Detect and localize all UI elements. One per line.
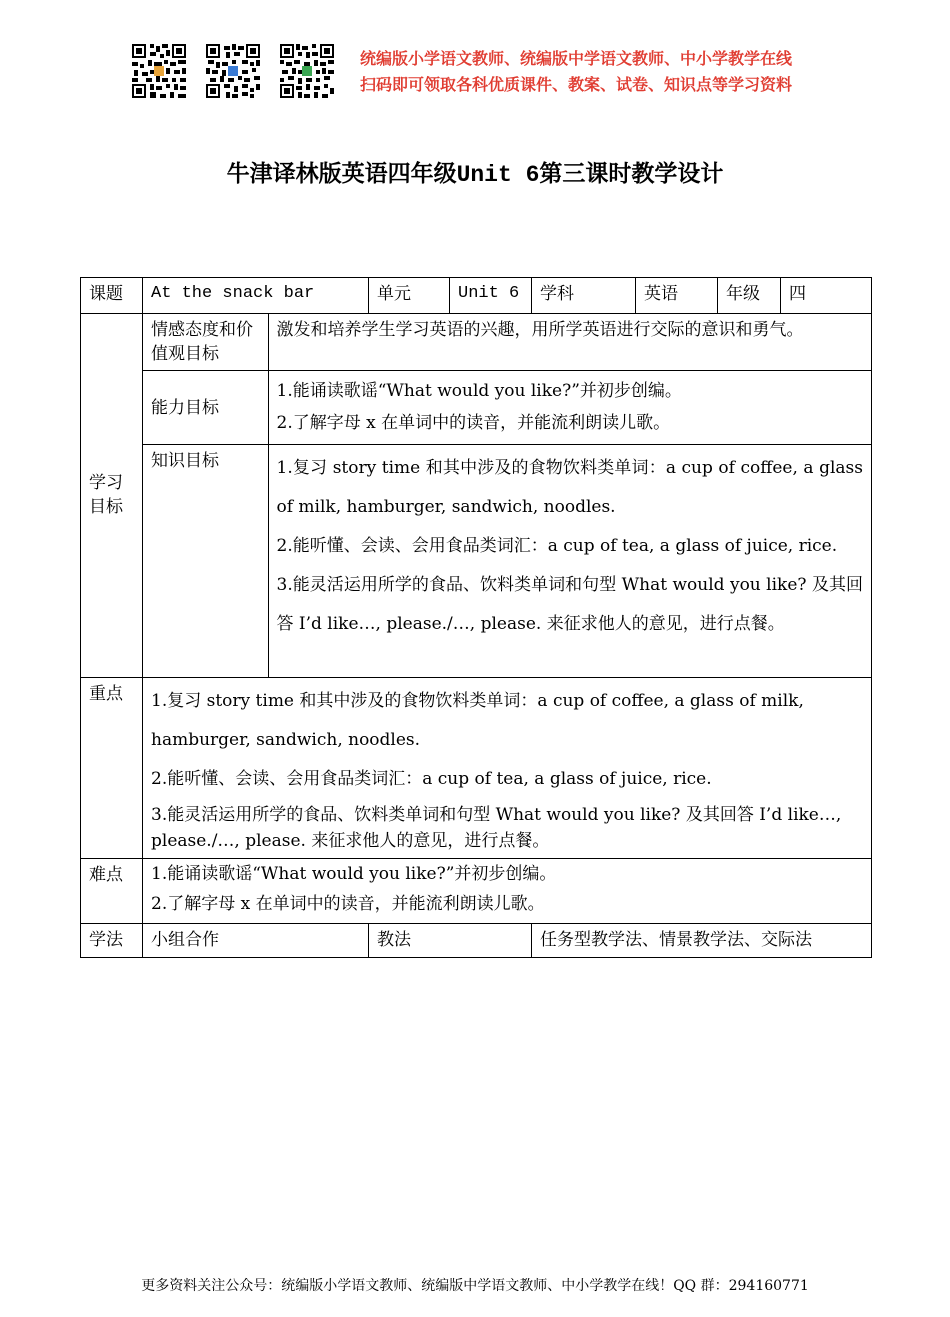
knowledge-list	[268, 445, 871, 677]
key-points-row	[81, 677, 872, 858]
page-footer: 更多资料关注公众号：统编版小学语文教师、统编版中学语文教师、中小学教学在线！QQ 群：294160771	[141, 1278, 809, 1294]
list-item: 1.复习 story time 和其中涉及的食物饮料类单词：a cup of coffee, a glass of milk, hamburger, sandwich, noodles.	[276, 458, 864, 517]
list-item: 1.能诵读歌谣“What would you like?”并初步创编。	[151, 863, 557, 884]
list-item: 2.了解字母 x 在单词中的读音，并能流利朗读儿歌。	[151, 893, 545, 914]
topic-value: At the snack bar	[143, 278, 369, 314]
emotion-row	[143, 314, 871, 371]
unit-value: Unit 6	[450, 278, 532, 314]
teach-method-value: 任务型教学法、情景教学法、交际法	[532, 923, 872, 957]
unit-label: 单元	[369, 278, 450, 314]
objectives-subtable	[143, 314, 871, 677]
ability-label: 能力目标	[143, 371, 268, 445]
key-points-list	[143, 677, 872, 858]
subject-label: 学科	[532, 278, 636, 314]
subject-value: 英语	[636, 278, 718, 314]
qr-code-icon	[130, 42, 188, 100]
list-item: 2.能听懂、会读、会用食品类词汇：a cup of tea, a glass of juice, rice.	[276, 536, 838, 556]
lesson-plan-table	[80, 277, 872, 958]
title-code: Unit 6	[456, 162, 540, 188]
list-item: 2.了解字母 x 在单词中的读音，并能流利朗读儿歌。	[276, 413, 671, 433]
qr-code-icon	[204, 42, 262, 100]
knowledge-label: 知识目标	[143, 445, 268, 677]
difficulties-list	[143, 858, 872, 923]
teach-method-label: 教法	[369, 923, 532, 957]
objectives-subtable-cell	[143, 314, 872, 678]
knowledge-row	[143, 445, 871, 677]
difficulties-label: 难点	[81, 858, 143, 923]
methods-row	[81, 923, 872, 957]
grade-label: 年级	[718, 278, 781, 314]
title-prefix: 牛津译林版英语四年级	[226, 160, 457, 187]
page-title	[0, 155, 950, 188]
ability-row	[143, 371, 871, 445]
grade-value: 四	[781, 278, 872, 314]
list-item: 1.能诵读歌谣“What would you like?”并初步创编。	[276, 381, 682, 401]
difficulties-row	[81, 858, 872, 923]
header-row	[81, 278, 872, 314]
promo-banner	[360, 46, 792, 98]
promo-line-1: 统编版小学语文教师、统编版中学语文教师、中小学教学在线	[360, 49, 793, 68]
ability-list	[268, 371, 871, 445]
emotion-label: 情感态度和价值观目标	[143, 314, 268, 371]
list-item: 1.复习 story time 和其中涉及的食物饮料类单词：a cup of coffee, a glass of milk, hamburger, sandwich, noodles.	[151, 690, 804, 750]
list-item: 2.能听懂、会读、会用食品类词汇：a cup of tea, a glass of juice, rice.	[151, 768, 712, 789]
study-method-value: 小组合作	[143, 923, 369, 957]
key-points-label: 重点	[81, 677, 143, 858]
emotion-text: 激发和培养学生学习英语的兴趣，用所学英语进行交际的意识和勇气。	[268, 314, 871, 371]
study-method-label: 学法	[81, 923, 143, 957]
title-suffix: 第三课时教学设计	[539, 160, 724, 187]
promo-line-2: 扫码即可领取各科优质课件、教案、试卷、知识点等学习资料	[360, 75, 793, 94]
topic-label: 课题	[81, 278, 143, 314]
qr-code-icon	[278, 42, 336, 100]
qr-code-group	[130, 42, 336, 100]
objectives-label: 学习目标	[81, 314, 143, 678]
objectives-row	[81, 314, 872, 678]
list-item: 3.能灵活运用所学的食品、饮料类单词和句型 What would you like? 及其回答 I’d like…, please./…, please. 来征求他人的意见，进行点餐。	[151, 804, 842, 851]
list-item: 3.能灵活运用所学的食品、饮料类单词和句型 What would you like? 及其回答 I’d like…, please./…, please. 来征求他人的意见，进行点餐。	[276, 575, 864, 634]
